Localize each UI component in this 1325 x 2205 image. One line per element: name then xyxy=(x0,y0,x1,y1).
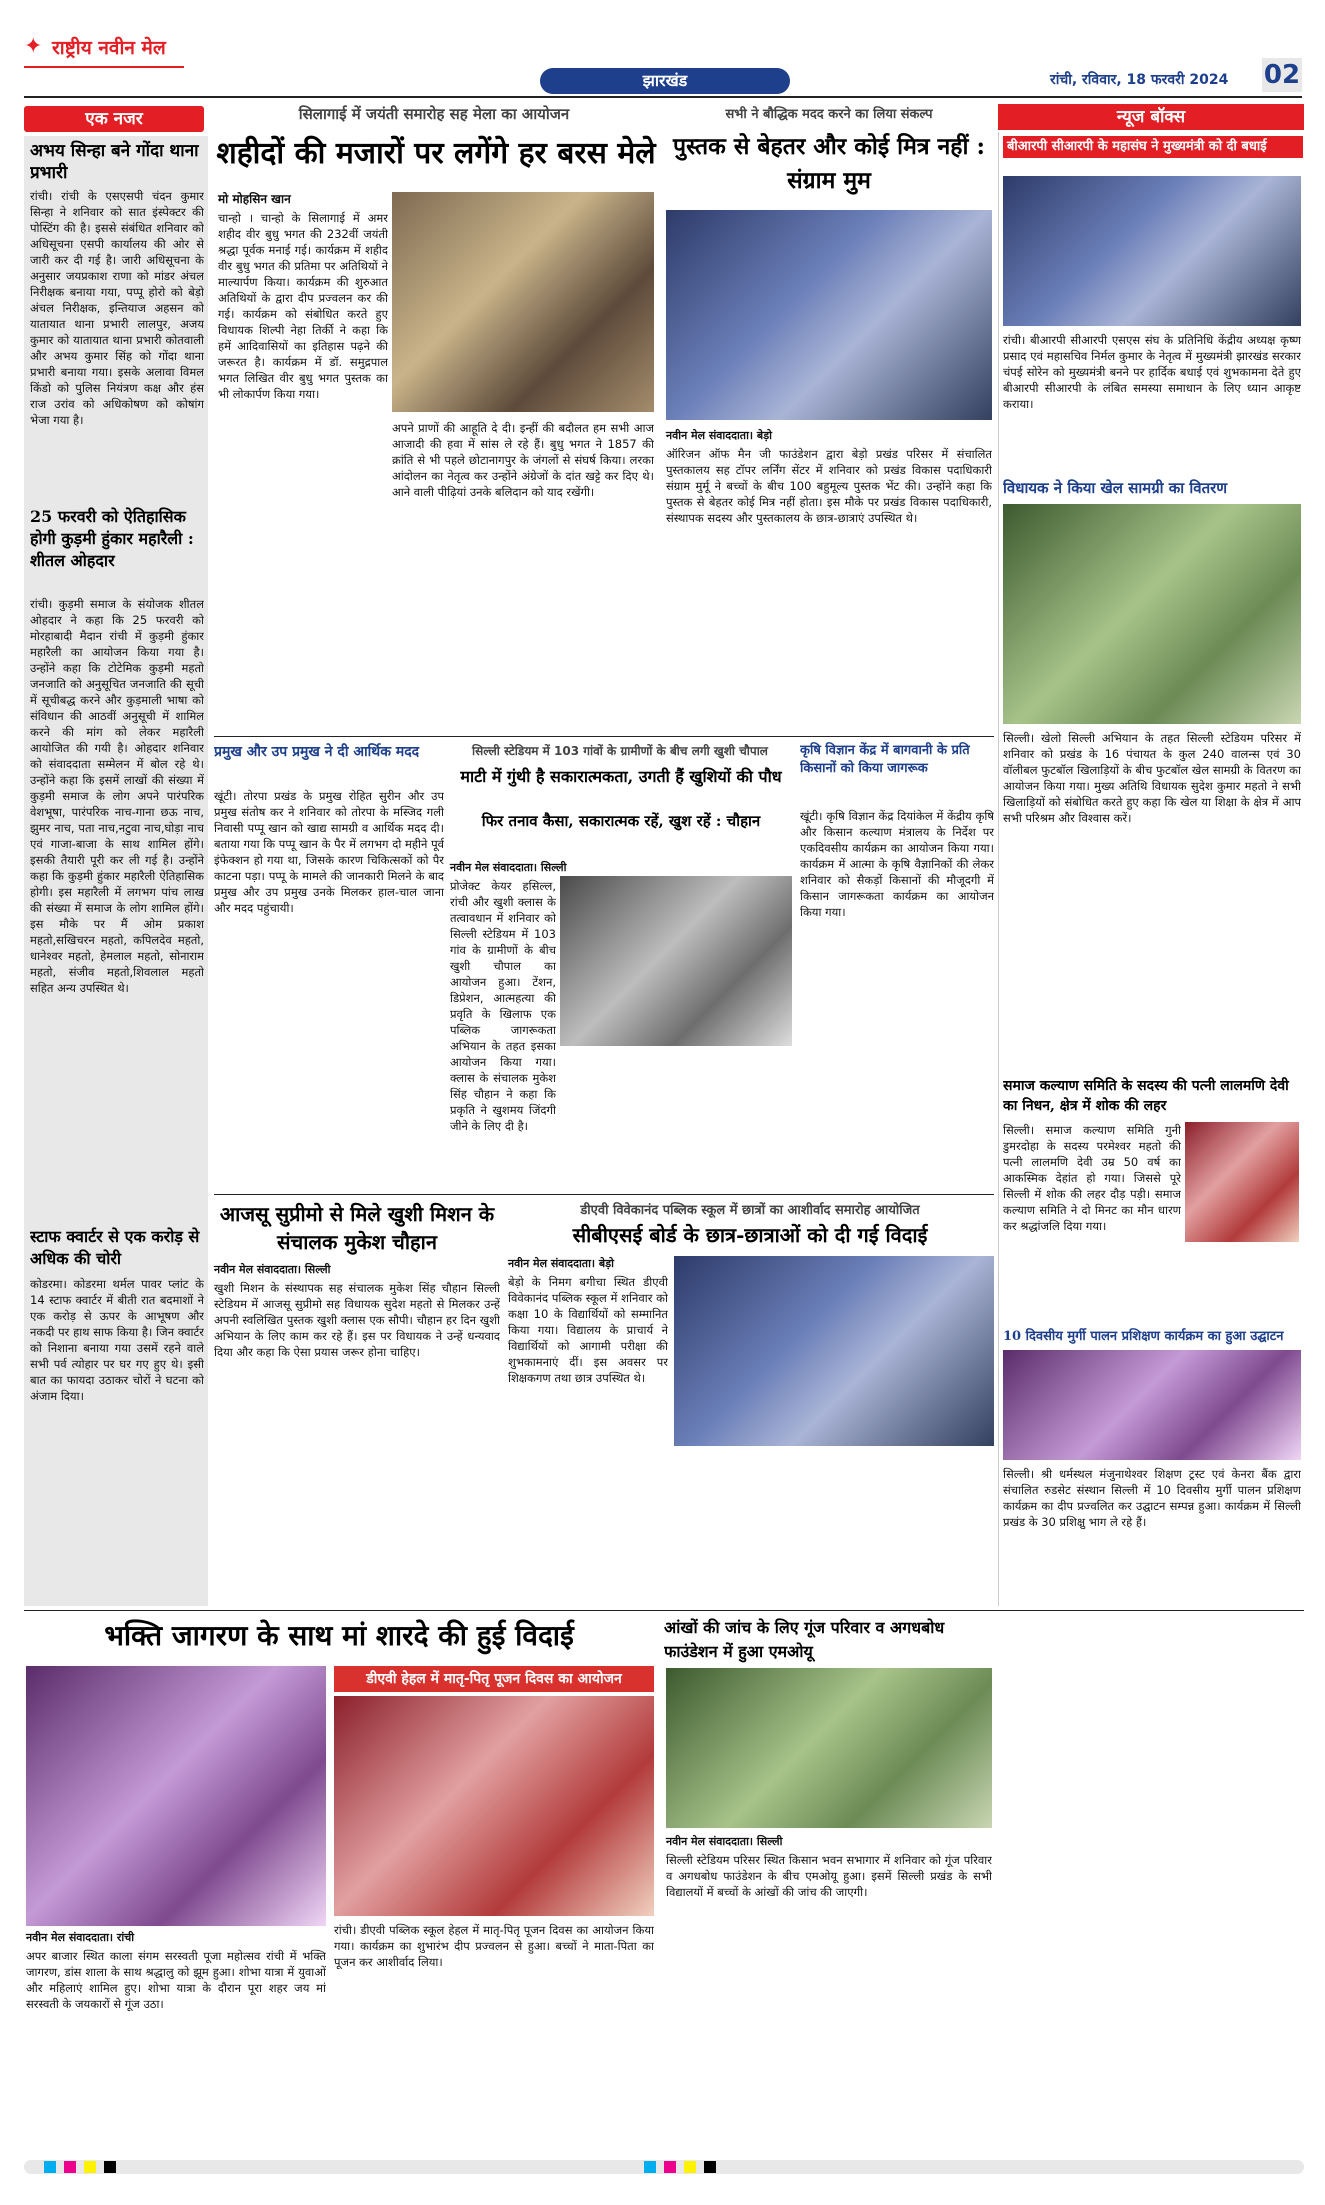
book-launch-photo xyxy=(666,210,992,420)
bhakti-byline: नवीन मेल संवाददाता। रांची xyxy=(26,1931,135,1944)
statue-photo xyxy=(392,192,654,412)
shaheed-headline: शहीदों की मजारों पर लगेंगे हर बरस मेले xyxy=(216,136,656,171)
pustak-headline: पुस्तक से बेहतर और कोई मित्र नहीं : संग्राम मुम xyxy=(673,133,985,194)
shaheed-body2: अपने प्राणों की आहूति दे दी। इन्हीं की बदौलत हम सभी आज आजादी की हवा में सांस ले रहे हैं। बुधु भगत ने 1857 की क्रांति से भी पहले छोटानागपुर के जंगलों से संघर्ष किया। लरका आंदोलन का नेतृत्व कर उन्होंने अंग्रेजों के दांत खट्टे कर दिए थे। आने वाली पीढ़ियां उनके बलिदान को याद रखेंगी। xyxy=(392,421,654,499)
aankh-byline: नवीन मेल संवाददाता। सिल्ली xyxy=(666,1835,783,1848)
brief-body-1: रांची। रांची के एसएसपी चंदन कुमार सिन्हा ने शनिवार को सात इंस्पेक्टर की पोस्टिंग की है। इससे संबंधित शनिवार को अधिसूचना एसपी कार्यालय की ओर से जारी कर दी गई है। जारी अधिसूचना के अनुसार जयप्रकाश राणा को मांडर अंचल निरीक्षक बनाया गया, पप्पू होरो को बेड़ो अंचल निरीक्षक, इन्तियाज अहसन को यातायात थाना प्रभारी लालपुर, अजय कुमार को यातायात थाना प्रभारी कोतवाली और अभय कुमार सिंह को गोंदा थाना प्रभारी बनाया गया। इसके अलावा विमल किंडो को पुलिस नियंत्रण कक्ष और हंस राज उरांव को अधिकोषण को कोषांग भेजा गया है। xyxy=(30,189,204,427)
silli-kicker: सिल्ली स्टेडियम में 103 गांवों के ग्रामीणों के बीच लगी खुशी चौपाल xyxy=(472,744,768,758)
ajsu-body: खुशी मिशन के संस्थापक सह संचालक मुकेश सिंह चौहान सिल्ली स्टेडियम में आजसू सुप्रीमो सह विधायक सुदेश महतो से मिलकर उन्हें अपनी स्वलिखित पुस्तक खुशी क्लास एक सौपी। चौहान हर दिन खुशी अभियान के लिए काम कर रहे हैं। इस पर विधायक ने उन्हें धन्यवाद दिया और कहा कि ऐसा प्रयास जरूर होना चाहिए। xyxy=(214,1281,500,1359)
cbse-headline: सीबीएसई बोर्ड के छात्र-छात्राओं को दी गई विदाई xyxy=(572,1223,928,1247)
color-swatch-yellow-2 xyxy=(684,2161,696,2173)
farewell-photo xyxy=(674,1256,994,1446)
cbse-kicker: डीएवी विवेकानंद पब्लिक स्कूल में छात्रों का आशीर्वाद समारोह आयोजित xyxy=(580,1203,920,1218)
news-box-body-3: सिल्ली। समाज कल्याण समिति गुनी डुमरदोहा के सदस्य परमेश्वर महतो की पत्नी लालमणि देवी उम्र 50 वर्ष का आकस्मिक देहांत हो गया। जिससे पूरे सिल्ली में शोक की लहर दौड़ पड़ी। समाज कल्याण समिति ने दो मिनट का मौन धारण कर श्रद्धांजलि दिया गया। xyxy=(1003,1123,1181,1233)
footer-bar xyxy=(24,2160,1304,2174)
poultry-training-photo xyxy=(1003,1350,1301,1460)
krishi-title: कृषि विज्ञान केंद्र में बागवानी के प्रति किसानों को किया जागरूक xyxy=(800,743,970,776)
brief-title-1: अभय सिन्हा बने गोंदा थाना प्रभारी xyxy=(30,141,199,183)
news-box-title-3: समाज कल्याण समिति के सदस्य की पत्नी लालमणि देवी का निधन, क्षेत्र में शोक की लहर xyxy=(1003,1078,1289,1114)
mou-photo xyxy=(666,1668,992,1828)
news-box-title-4: 10 दिवसीय मुर्गी पालन प्रशिक्षण कार्यक्रम का हुआ उद्घाटन xyxy=(1003,1329,1284,1344)
shaheed-kicker: सिलागाई में जयंती समारोह सह मेला का आयोजन xyxy=(298,105,570,123)
color-swatch-magenta xyxy=(64,2161,76,2173)
page-number: 02 xyxy=(1263,60,1301,90)
masthead-rule xyxy=(24,96,1302,98)
news-box-title-2: विधायक ने किया खेल सामग्री का वितरण xyxy=(1003,479,1228,497)
color-swatch-black xyxy=(104,2161,116,2173)
eagle-icon: ✦ xyxy=(24,34,43,59)
color-swatch-cyan-2 xyxy=(644,2161,656,2173)
silli-headline-2: फिर तनाव कैसा, सकारात्मक रहें, खुश रहें : चौहान xyxy=(481,812,761,830)
saraswati-photo xyxy=(26,1666,326,1926)
color-swatch-magenta-2 xyxy=(664,2161,676,2173)
matri-pitri-photo xyxy=(334,1696,654,1916)
row3-rule xyxy=(214,1194,994,1195)
davhehal-banner: डीएवी हेहल में मातृ-पितृ पूजन दिवस का आयोजन xyxy=(334,1666,654,1692)
ajsu-byline: नवीन मेल संवाददाता। सिल्ली xyxy=(214,1263,331,1276)
brief-body-2: रांची। कुड़मी समाज के संयोजक शीतल ओहदार ने कहा कि 25 फरवरी को मोरहाबादी मैदान रांची में कुड़मी हुंकार महारैली का आयोजन किया गया है। उन्होंने कहा कि टोटेमिक कुड़मी महतो जनजाति को अनुसूचित जनजाति की सूची में सूचीबद्ध करने और कुड़माली भाषा को संविधान की आठवीं अनुसूची में शामिल करने की मांग को लेकर महारैली आयोजित की गयी है। ओहदार शनिवार को संवाददाता सम्मेलन में बोल रहे थे। उन्होंने कहा कि इसमें लाखों की संख्या में कुड़मी समाज के लोग अपने पारंपरिक वेशभूषा, पारंपरिक नाच-गाना छऊ नाच, झुमर नाच, पता नाच,नटुवा नाच,घोड़ा नाच एवं गाजा-बाजा के साथ शामिल होंगे। इसकी तैयारी पूरी कर ली गई है। उन्होंने कहा कि कुड़मी हुंकार महारैली ऐतिहासिक होगी। इस महारैली में लगभग पांच लाख की संख्या में समाज के लोग शामिल होंगे। इस मौके पर मैं ओम प्रकाश महतो,सखिचरन महतो, कपिलदेव महतो, धानेश्वर महतो, हेमलाल महतो, सोनाराम महतो, संजीव महतो,शिवलाल महतो सहित अन्य उपस्थित थे। xyxy=(30,597,204,995)
pustak-body: ऑरिजन ऑफ मैन जी फाउंडेशन द्वारा बेड़ो प्रखंड परिसर में संचालित पुस्तकालय सह टॉपर लर्निंग सेंटर में शनिवार को प्रखंड विकास पदाधिकारी संग्राम मुर्मू ने बच्चों के बीच 100 बहुमूल्य पुस्तक भेंट की। उन्होंने कहा कि पुस्तक से बेहतर कोई मित्र नहीं होता। इस मौके पर प्रखंड विकास पदाधिकारी, संस्थापक सदस्य और पुस्तकालय के छात्र-छात्राएं उपस्थित थे। xyxy=(666,447,992,525)
cbse-byline: नवीन मेल संवाददाता। बेड़ो xyxy=(508,1257,614,1270)
ajsu-headline: आजसू सुप्रीमो से मिले खुशी मिशन के संचालक मुकेश चौहान xyxy=(219,1202,495,1254)
news-box-title-1: बीआरपी सीआरपी के महासंघ ने मुख्यमंत्री को दी बधाई xyxy=(1003,136,1303,158)
row4-rule xyxy=(24,1610,1304,1611)
cbse-body: बेड़ो के निमग बगीचा स्थित डीएवी विवेकानंद पब्लिक स्कूल में शनिवार को कक्षा 10 के विद्यार्थियों को सम्मानित किया गया। विद्यालय के प्राचार्य ने विद्यार्थियों को आगामी परीक्षा की शुभकामनाएं दीं। इस अवसर पर शिक्षकगण तथा छात्र उपस्थित थे। xyxy=(508,1275,668,1385)
pustak-kicker: सभी ने बौद्धिक मदद करने का लिया संकल्प xyxy=(725,107,933,122)
bhakti-body: अपर बाजार स्थित काला संगम सरस्वती पूजा महोत्सव रांची में भक्ति जागरण, डांस शाला के साथ श्रद्धालु को झूम हुआ। शोभा यात्रा में युवाओं और महिलाएं शामिल हुए। शोभा यात्रा के दौरान पूरा शहर जय मां सरस्वती के जयकारों से गूंज उठा। xyxy=(26,1949,326,2011)
color-swatch-yellow xyxy=(84,2161,96,2173)
bhakti-headline: भक्ति जागरण के साथ मां शारदे की हुई विदाई xyxy=(104,1619,574,1652)
davhehal-body: रांची। डीएवी पब्लिक स्कूल हेहल में मातृ-पितृ पूजन दिवस का आयोजन किया गया। कार्यक्रम का शुभारंभ दीप प्रज्वलन से हुआ। बच्चों ने माता-पिता का पूजन कर आशीर्वाद लिया। xyxy=(334,1923,654,1969)
pramukh-body: खूंटी। तोरपा प्रखंड के प्रमुख रोहित सुरीन और उप प्रमुख संतोष कर ने शनिवार को तोरपा के मस्जिद गली निवासी पप्पू खान को खाद्य सामग्री व आर्थिक मदद दी। बताया गया कि पप्पू खान के पैर में लगभग दो महीने पूर्व इंफेक्शन हो गया था, जिसके कारण चिकित्सकों को पैर काटना पड़ा। पप्पू के मामले की जानकारी मिलने के बाद प्रमुख और उप प्रमुख उनके मिलकर हाल-चाल जाना और मदद पहुंचायी। xyxy=(214,789,444,915)
ek-nazar-header: एक नजर xyxy=(24,106,204,132)
news-box-body-4: सिल्ली। श्री धर्मस्थल मंजुनाथेश्वर शिक्षण ट्रस्ट एवं केनरा बैंक द्वारा संचालित रुडसेट संस्थान सिल्ली में 10 दिवसीय मुर्गी पालन प्रशिक्षण कार्यक्रम का दीप प्रज्वलित कर उद्घाटन सम्पन्न हुआ। कार्यक्रम में सिल्ली प्रखंड के 30 प्रशिक्षु भाग ले रहे हैं। xyxy=(1003,1467,1301,1529)
color-swatch-black-2 xyxy=(704,2161,716,2173)
color-swatch-cyan xyxy=(44,2161,56,2173)
news-box-header: न्यूज बॉक्स xyxy=(998,104,1304,130)
paper-logo xyxy=(24,28,184,68)
sports-kit-photo xyxy=(1003,504,1301,724)
silli-byline: नवीन मेल संवाददाता। सिल्ली xyxy=(450,861,567,874)
silli-headline-1: माटी में गुंथी है सकारात्मकता, उगती हैं खुशियों की पौध xyxy=(460,767,782,786)
krishi-body: खूंटी। कृषि विज्ञान केंद्र दियांकेल में केंद्रीय कृषि और किसान कल्याण मंत्रालय के निर्देश पर एकदिवसीय कार्यक्रम का आयोजन किया गया। कार्यक्रम में आत्मा के कृषि वैज्ञानिकों की लेकर शनिवार को सैकड़ों किसानों की मौजूदगी में किसान जागरूकता कार्यक्रम का आयोजन किया गया। xyxy=(800,809,994,919)
khushi-chaupal-photo xyxy=(560,876,792,1046)
left-column xyxy=(24,136,208,1606)
silli-body: प्रोजेक्ट केयर हसिल्ल, रांची और खुशी क्लास के तत्वावधान में शनिवार को सिल्ली स्टेडियम में 103 गांव के ग्रामीणों के बीच खुशी चौपाल का आयोजन हुआ। टेंशन, डिप्रेशन, आत्महत्या की प्रवृति के खिलाफ एक पब्लिक जागरूकता अभियान के तहत इसका आयोजन किया गया। क्लास के संचालक मुकेश सिंह चौहान ने कहा कि प्रकृति ने खुशमय जिंदगी जीने के लिए दी है। xyxy=(450,879,556,1133)
paper-name: राष्ट्रीय नवीन मेल xyxy=(52,37,166,59)
brief-title-3: स्टाफ क्वार्टर से एक करोड़ से अधिक की चोरी xyxy=(30,1227,200,1268)
shaheed-body: चान्हो । चान्हो के सिलागाई में अमर शहीद वीर बुधु भगत की 232वीं जयंती श्रद्धा पूर्वक मनाई गई। कार्यक्रम में शहीद वीर बुधु भगत की प्रतिमा पर अतिथियों ने माल्यार्पण किया। कार्यक्रम की शुरुआत अतिथियों के द्वारा दीप प्रज्वलन कर की गई। कार्यक्रम को संबोधित करते हुए विधायक शिल्पी नेहा तिर्की ने कहा कि हमें आदिवासियों का इतिहास पढ़ने की जरूरत है। कार्यक्रम में डॉ. समुद्रपाल भगत लिखित वीर बुधु भगत पुस्तक का भी लोकार्पण किया गया। xyxy=(218,211,388,401)
brief-body-3: कोडरमा। कोडरमा थर्मल पावर प्लांट के 14 स्टाफ क्वार्टर में बीती रात बदमाशों ने एक करोड़ से ऊपर के आभूषण और नकदी पर हाथ साफ किया है। जिन क्वार्टर को निशाना बनाया गया उसमें रहने वाले सभी पर्व त्योहार पर घर गए हुए थे। इसी बात का फायदा उठाकर चोरों ने घटना को अंजाम दिया। xyxy=(30,1277,204,1403)
row2-rule xyxy=(214,736,994,737)
news-box-column xyxy=(998,132,1304,1606)
pustak-byline: नवीन मेल संवाददाता। बेड़ो xyxy=(666,429,772,442)
news-box-body-2: सिल्ली। खेलो सिल्ली अभियान के तहत सिल्ली स्टेडियम परिसर में शनिवार को प्रखंड के 16 पंचायत के कुल 240 वालन्स एवं 30 वॉलीबल फुटबॉल खिलाड़ियों के बीच फुटबॉल खेल सामग्री के वितरण का आयोजन किया गया। मुख्य अतिथि विधायक सुदेश कुमार महतो ने सभी खिलाड़ियों को संबोधित करते हुए कहा कि खेल या शिक्षा के क्षेत्र में आप सभी परिश्रम और विश्वास करें। xyxy=(1003,731,1301,825)
dateline: रांची, रविवार, 18 फरवरी 2024 xyxy=(1050,72,1229,88)
shaheed-byline: मो मोहसिन खान xyxy=(218,192,291,206)
lalmani-devi-photo xyxy=(1185,1122,1299,1242)
pramukh-title: प्रमुख और उप प्रमुख ने दी आर्थिक मदद xyxy=(214,744,420,760)
brief-title-2: 25 फरवरी को ऐतिहासिक होगी कुड़मी हुंकार महारैली : शीतल ओहदार xyxy=(30,507,194,570)
cm-greeting-photo xyxy=(1003,176,1301,326)
section-label: झारखंड xyxy=(540,68,790,94)
masthead xyxy=(0,0,1325,100)
aankh-body: सिल्ली स्टेडियम परिसर स्थित किसान भवन सभागार में शनिवार को गूंज परिवार व अगधबोध फाउंडेशन के बीच एमओयू हुआ। इसमें सिल्ली प्रखंड के सभी विद्यालयों में बच्चों के आंखों की जांच की जाएगी। xyxy=(666,1853,992,1899)
news-box-body-1: रांची। बीआरपी सीआरपी एसएस संघ के प्रतिनिधि केंद्रीय अध्यक्ष कृष्ण प्रसाद एवं महासचिव निर्मल कुमार के नेतृत्व में मुख्यमंत्री झारखंड सरकार चंपई सोरेन को मुख्यमंत्री बनने पर हार्दिक बधाई एवं शुभकामना देते हुए बीआरपी सीआरपी के लंबित समस्या समाधान के लिए ध्यान आकृष्ट कराया। xyxy=(1003,333,1301,411)
aankh-headline: आंखों की जांच के लिए गूंज परिवार व अगधबोध फाउंडेशन में हुआ एमओयू xyxy=(664,1618,945,1661)
